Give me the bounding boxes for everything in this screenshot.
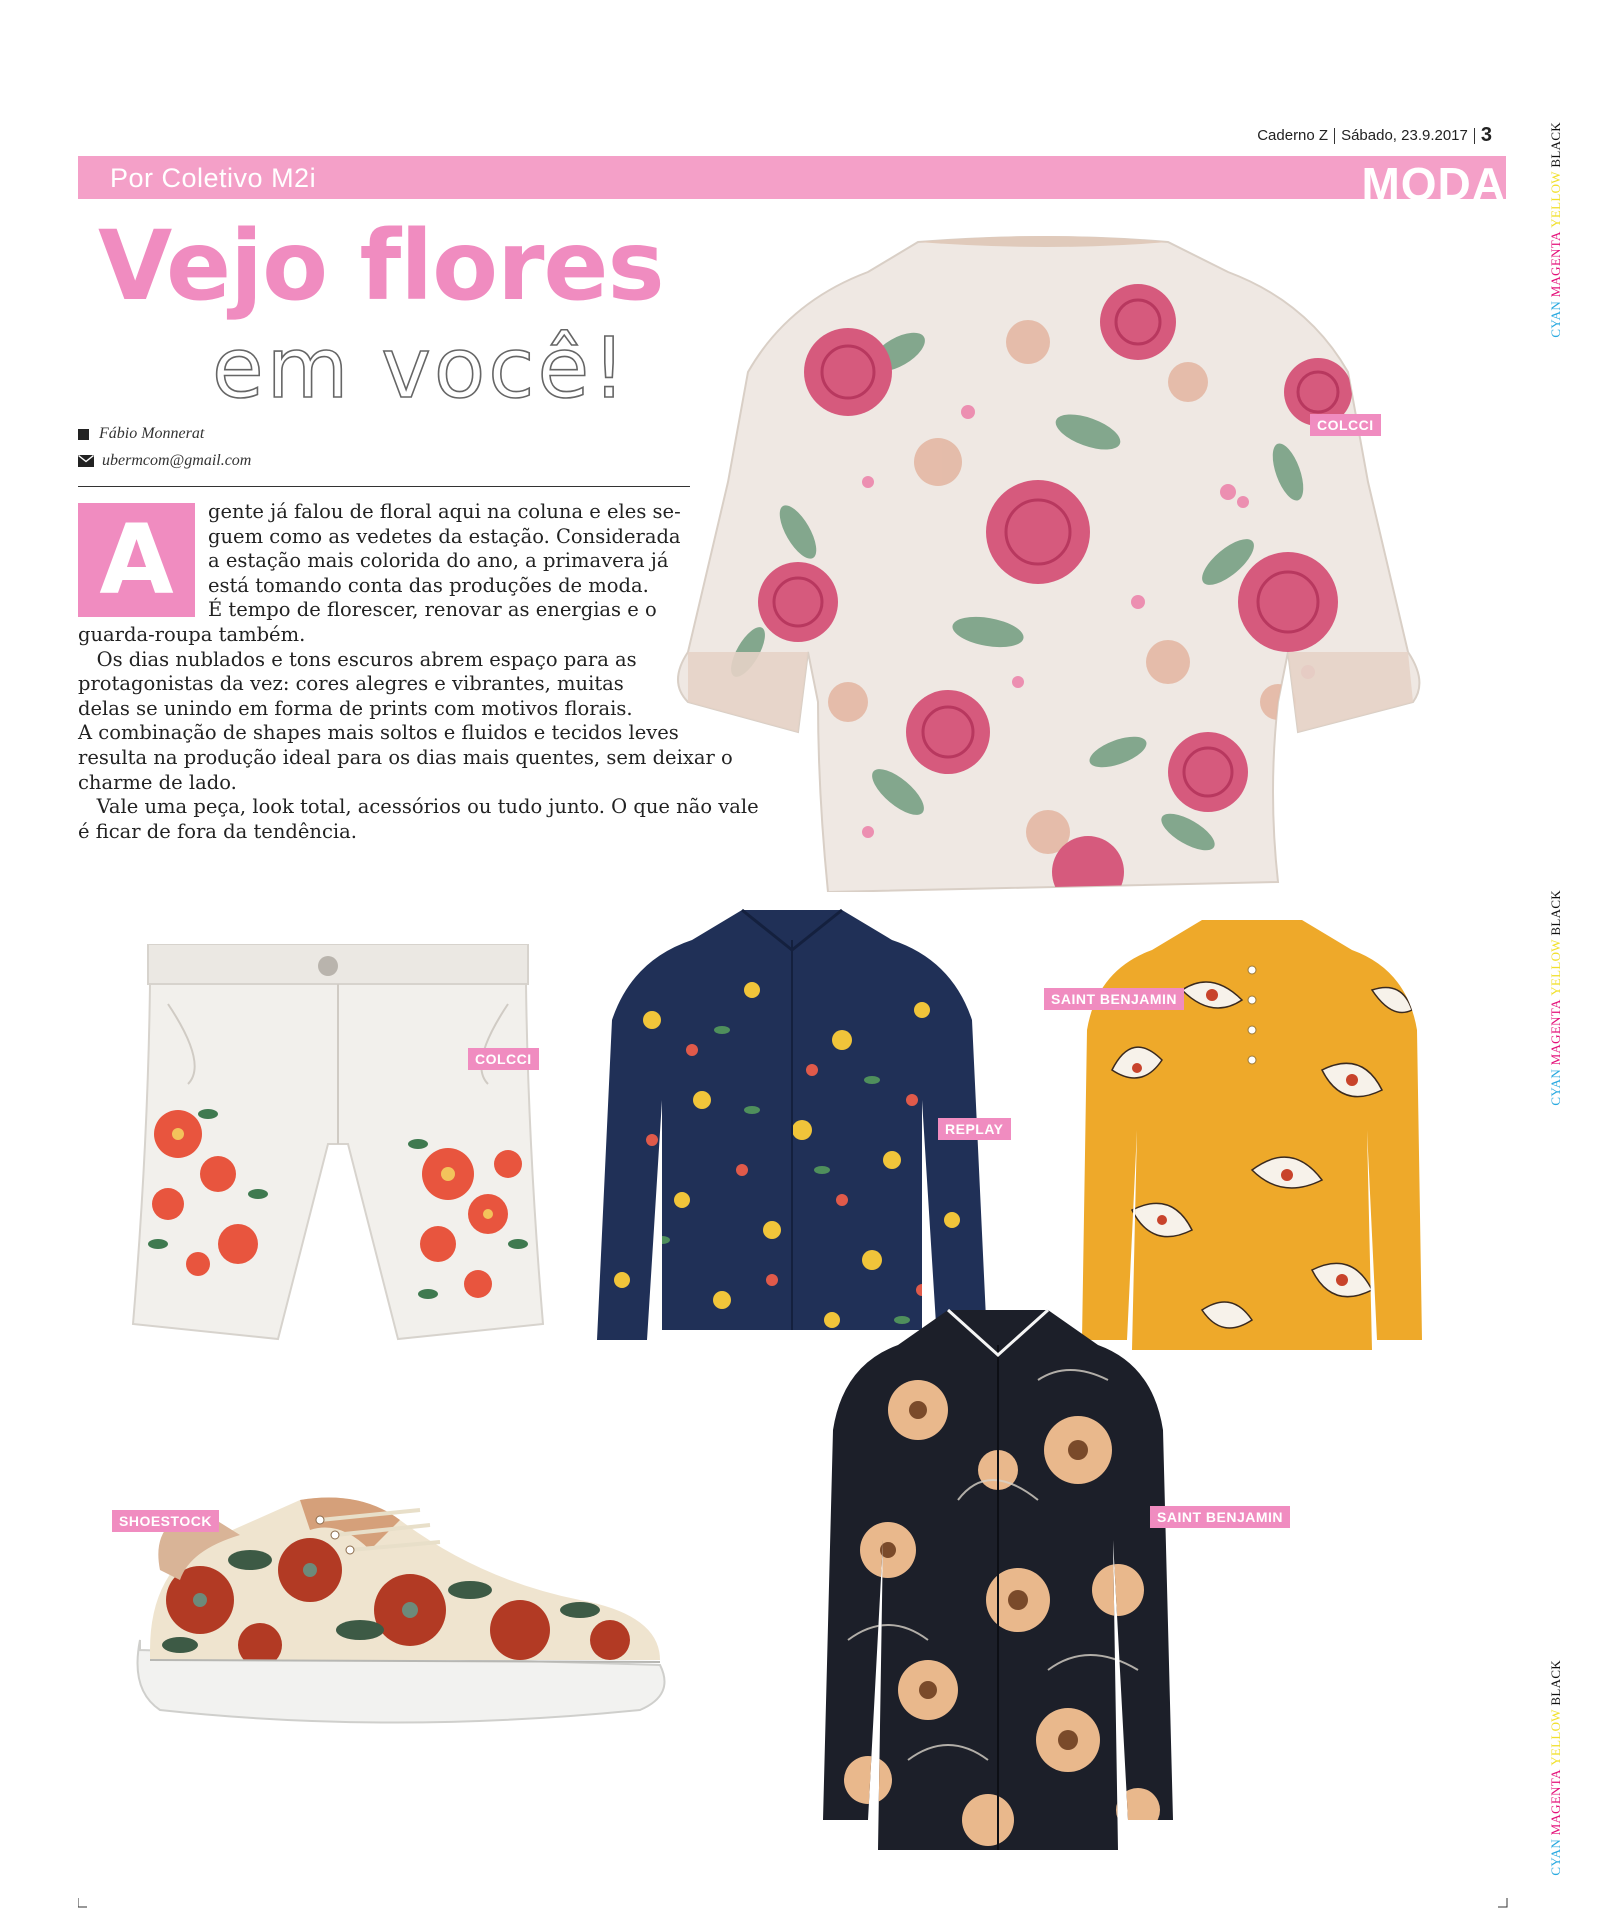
brand-tag-yellow-shirt: SAINT BENJAMIN <box>1044 988 1184 1010</box>
article-line: A combinação de shapes mais soltos e fluidos e tecidos leves <box>78 721 679 745</box>
article-line: charme de lado. <box>78 770 237 794</box>
floral-blouse-image <box>668 232 1426 892</box>
publication-name: Caderno Z <box>1257 127 1329 144</box>
envelope-icon <box>78 455 94 467</box>
cmyk-black: BLACK <box>1548 122 1563 168</box>
author-email[interactable]: ubermcom@gmail.com <box>102 452 252 469</box>
cmyk-yellow: YELLOW <box>1548 939 1563 996</box>
square-bullet-icon <box>78 429 89 440</box>
issue-date: Sábado, 23.9.2017 <box>1341 127 1468 144</box>
cmyk-cyan: CYAN <box>1548 1068 1563 1106</box>
article-line: Os dias nublados e tons escuros abrem espaço para as <box>78 647 637 671</box>
author-line <box>78 425 204 443</box>
headline-line-2-text: em você! <box>212 319 629 417</box>
article-line: É tempo de florescer, renovar as energias e o <box>208 598 657 622</box>
dark-tropical-shirt-image <box>808 1300 1188 1860</box>
article-line: guarda-roupa também. <box>78 623 306 646</box>
cmyk-black: BLACK <box>1548 1660 1563 1706</box>
article-line: protagonistas da vez: cores alegres e vibrantes, muitas <box>78 672 624 696</box>
cmyk-register-mark <box>1548 122 1564 338</box>
author-name: Fábio Monnerat <box>99 425 205 442</box>
cmyk-cyan: CYAN <box>1548 300 1563 338</box>
article-line: delas se unindo em forma de prints com motivos florais. <box>78 696 633 720</box>
headline-line-2 <box>212 319 629 417</box>
article-body-wrap <box>208 500 681 623</box>
column-byline: Por Coletivo M2i <box>110 163 317 193</box>
cmyk-magenta: MAGENTA <box>1548 999 1563 1066</box>
cmyk-register-mark <box>1548 1660 1564 1876</box>
brand-tag-navy-shirt: REPLAY <box>938 1118 1011 1140</box>
brand-tag-blouse: COLCCI <box>1310 414 1381 436</box>
crop-mark <box>78 1898 88 1908</box>
cmyk-magenta: MAGENTA <box>1548 1769 1563 1836</box>
page-number: 3 <box>1480 124 1492 146</box>
cmyk-yellow: YELLOW <box>1548 1709 1563 1766</box>
article-line: está tomando conta das produções de moda. <box>208 573 649 597</box>
section-name: MODA <box>1361 160 1506 200</box>
folio-divider <box>1334 128 1335 144</box>
headline-line-1: Vejo flores <box>98 210 664 322</box>
brand-tag-dark-shirt: SAINT BENJAMIN <box>1150 1506 1290 1528</box>
cmyk-black: BLACK <box>1548 890 1563 936</box>
author-email-line <box>78 452 251 470</box>
cmyk-cyan: CYAN <box>1548 1838 1563 1876</box>
white-floral-shorts-image <box>128 944 548 1344</box>
brand-tag-sneaker: SHOESTOCK <box>112 1510 219 1532</box>
brand-tag-shorts: COLCCI <box>468 1048 539 1070</box>
article-body-full <box>78 623 759 844</box>
article-line: Vale uma peça, look total, acessórios ou tudo junto. O que não vale <box>78 795 759 819</box>
drop-cap: A <box>78 503 195 617</box>
article-line: é ficar de fora da tendência. <box>78 819 357 843</box>
article-line: guem como as vedetes da estação. Considerada <box>208 524 681 548</box>
divider-rule <box>78 486 690 487</box>
article-line: gente já falou de floral aqui na coluna e eles se- <box>208 500 681 523</box>
cmyk-magenta: MAGENTA <box>1548 231 1563 298</box>
page-folio <box>1257 124 1492 147</box>
folio-divider <box>1474 128 1475 144</box>
cmyk-yellow: YELLOW <box>1548 171 1563 228</box>
cmyk-register-mark <box>1548 890 1564 1106</box>
article-line: a estação mais colorida do ano, a primavera já <box>208 549 669 573</box>
crop-mark <box>1498 1898 1508 1908</box>
article-line: resulta na produção ideal para os dias mais quentes, sem deixar o <box>78 745 733 769</box>
navy-floral-shirt-image <box>592 900 992 1360</box>
